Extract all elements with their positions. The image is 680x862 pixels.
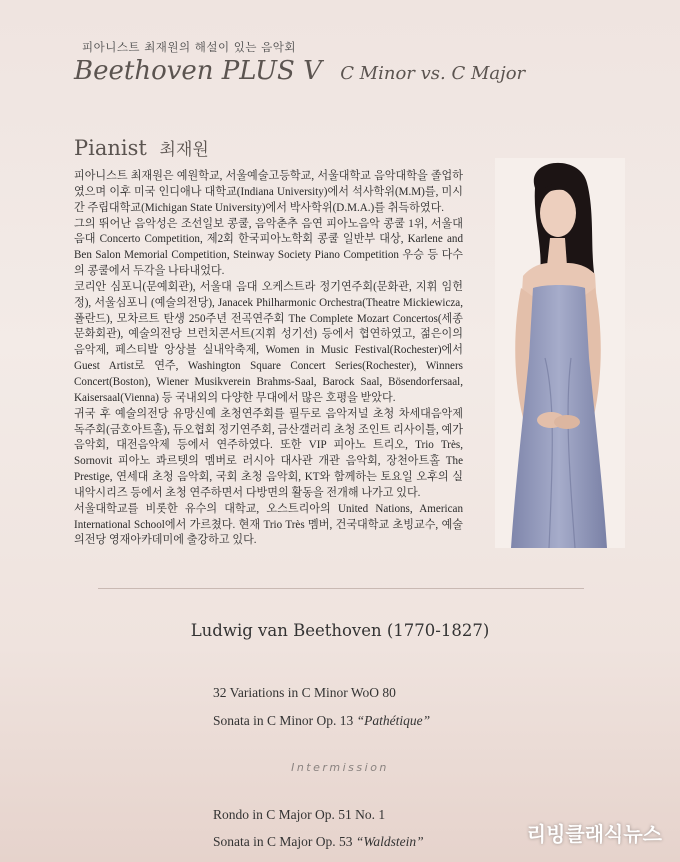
- bio-paragraph: 코리안 심포니(문예회관), 서울대 음대 오케스트라 정기연주회(문화관, 지휘 임헌정), 서울심포니 (예술의전당), Janacek Philharmonic Orchestra(Theatre Mickiewicza, 폴란드), 모차르트 탄생 250주년 전곡연주회 The Complete Mozart Concertos(세종문화회관), 예술의전당 브런치콘서트(지휘 성기선) 등에서 협연하였고, 젊은이의 음악제, 페스티발 앙상블 실내악축제, Women in Music Festival(Rochester)에서 Guest Artist로 연주, Washington Square Concert Series(Rochester), Winners Concert(Boston), Wiener Musikverein Brahms-Saal, Barock Saal, Bösendorfersaal, Kaisersaal(Vienna) 등 국내외의 다양한 무대에서 많은 호평을 받았다.: [74, 280, 463, 404]
- intermission-label: Intermission: [291, 761, 389, 774]
- pianist-photo: [495, 158, 625, 548]
- pianist-name: 최재원: [159, 140, 209, 160]
- program-item: [213, 713, 430, 729]
- bio-paragraph: 피아니스트 최재원은 예원학교, 서울예술고등학교, 서울대학교 음악대학을 졸업하였으며 이후 미국 인디애나 대학교(Indiana University)에서 석사학위(M.M)를, 미시간 주립대학교(Michigan State University)에서 박사학위(D.M.A.)를 취득하였다.: [74, 170, 463, 214]
- program-item: [213, 685, 396, 701]
- piece-nickname: “Waldstein”: [355, 834, 424, 849]
- program-item: [213, 807, 385, 823]
- piece-nickname: “Pathétique”: [356, 713, 431, 728]
- bio-paragraph: 귀국 후 예술의전당 유망신예 초청연주회를 필두로 음악저널 초청 차세대음악제 독주회(금호아트홀), 듀오협회 정기연주회, 금산갤러리 초청 조인트 리사이틀, 예가 음악회, 대전음악제 등에서 연주하였다. 또한 VIP 피아노 트리오, Trio Très, Sornovit 피아노 콰르텟의 멤버로 러시아 대사관 개관 음악회, 장천아트홀 The Prestige, 연세대 초청 음악회, 국회 초청 음악회, KT와 함께하는 토요일 오후의 실내악시리즈 등에서 초청 연주하면서 다방면의 활동을 전개해 나가고 있다.: [74, 407, 463, 499]
- piece-title: Rondo in C Major Op. 51 No. 1: [213, 807, 386, 822]
- title-sub: C Minor vs. C Major: [340, 63, 526, 84]
- watermark-logo: 리빙클래식뉴스: [526, 822, 662, 846]
- concert-subtitle: 피아니스트 최재원의 해설이 있는 음악회: [82, 40, 296, 54]
- piece-title: Sonata in C Major Op. 53: [213, 834, 353, 849]
- program-item: [213, 834, 424, 850]
- bio-paragraph: 그의 뛰어난 음악성은 조선일보 콩쿨, 음악춘추 음연 피아노음악 콩쿨 1위, 서울대음대 Concerto Competition, 제2회 한국피아노학회 콩쿨 일반부 대상, Karlene and Ben Salon Memorial Competition, Steinway Society Piano Competition 우승 등 다수의 콩쿨에서 두각을 나타내었다.: [74, 217, 463, 278]
- bio-paragraph: 서울대학교를 비롯한 유수의 대학교, 오스트리아의 United Nations, American International School에서 가르쳤다. 현재 Trio Très 멤버, 건국대학교 초빙교수, 예술의전당 영재아카데미에 출강하고 있다.: [74, 502, 463, 547]
- concert-title: [74, 56, 525, 86]
- section-divider: [98, 588, 584, 589]
- pianist-bio: [74, 169, 463, 549]
- pianist-label: Pianist: [74, 136, 147, 160]
- pianist-heading: [74, 135, 209, 160]
- piece-title: Sonata in C Minor Op. 13: [213, 713, 354, 728]
- title-main: Beethoven PLUS V: [74, 56, 322, 86]
- piece-title: 32 Variations in C Minor WoO 80: [213, 685, 396, 700]
- composer-name: Ludwig van Beethoven (1770-1827): [190, 621, 490, 640]
